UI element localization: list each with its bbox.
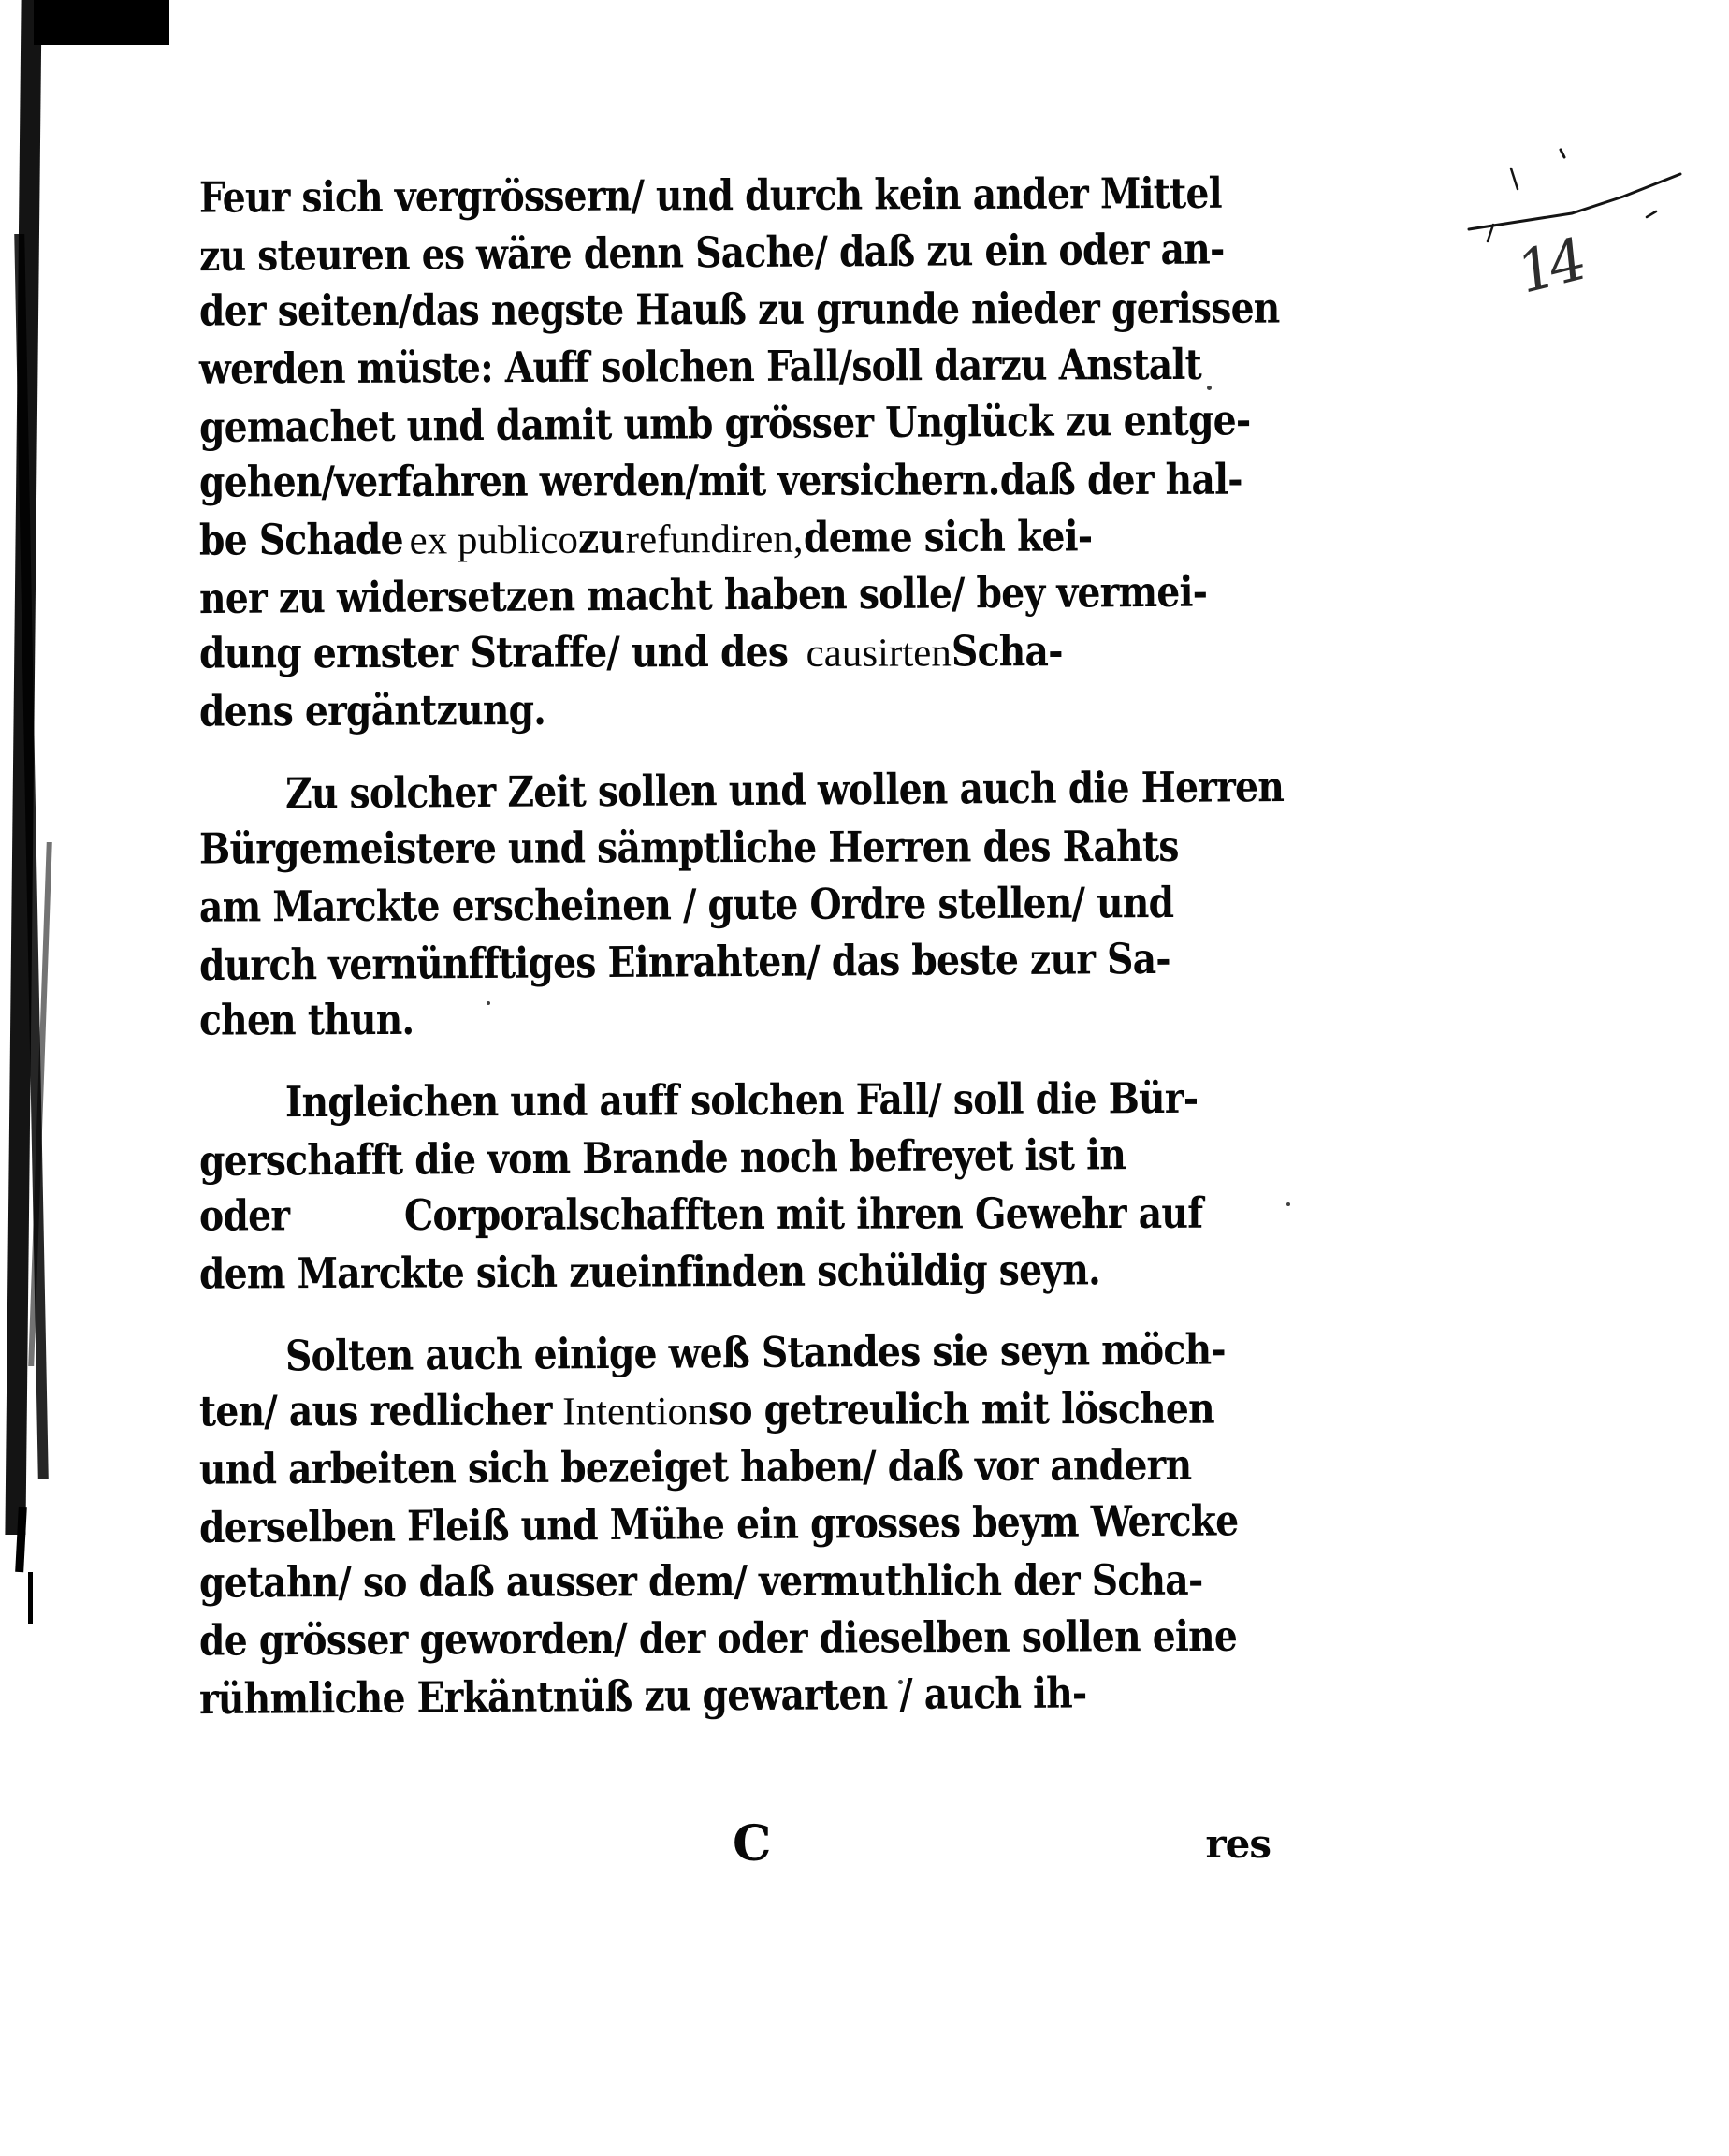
roman-text-run: refundiren, (625, 517, 804, 562)
fraktur-text-run: am Marckte erscheinen / gute Ordre stellen/ und (198, 878, 1174, 932)
text-line (199, 1187, 1299, 1247)
fraktur-text-run: Solten auch einige weß Standes sie seyn möch‐ (284, 1324, 1226, 1381)
roman-text-run: causirten (806, 631, 952, 676)
text-line (199, 283, 1299, 342)
roman-text-run: Intention (562, 1390, 708, 1435)
text-line (199, 762, 1299, 826)
fraktur-text-run: gehen/verfahren werden/mit versichern.daß der hal‐ (198, 454, 1242, 507)
text-line (199, 1129, 1299, 1193)
text-line (199, 224, 1299, 288)
handwritten-annotation (1460, 131, 1703, 365)
fraktur-text-run: Ingleichen und auff solchen Fall/ soll die Bür‐ (284, 1072, 1199, 1128)
signature-mark: C (733, 1815, 772, 1872)
text-line (199, 1324, 1299, 1389)
fraktur-text-run: Corporalschafften mit ihren Gewehr auf (404, 1187, 1203, 1240)
text-line (199, 1244, 1299, 1305)
text-line (199, 168, 1299, 229)
fraktur-text-run: dung ernster Straffe/ und des (198, 626, 789, 678)
text-line (199, 454, 1299, 514)
text-line (199, 1667, 1299, 1731)
text-line (199, 1554, 1299, 1614)
fraktur-text-run: dens ergäntzung. (198, 684, 546, 736)
fraktur-text-run: ner zu widersetzen macht haben solle/ bey vermei‐ (198, 566, 1208, 624)
paragraph (198, 762, 1299, 1051)
text-line (199, 877, 1299, 939)
fraktur-text-run: Bürgemeistere und sämptliche Herren des Rahts (198, 821, 1179, 874)
fraktur-text-run: deme sich kei‐ (803, 511, 1093, 562)
text-line (199, 1495, 1299, 1560)
text-line (199, 395, 1299, 459)
page-footer-row (199, 1815, 1299, 1881)
fraktur-text-run: zu (577, 513, 625, 563)
paragraph (199, 170, 1299, 741)
printed-text-block (199, 170, 1299, 1727)
fraktur-text-run: der seiten/das negste Hauß zu grunde nieder gerissen (198, 283, 1280, 336)
fraktur-text-run: getahn/ so daß ausser dem/ vermuthlich der Scha‐ (198, 1554, 1203, 1608)
text-line (199, 566, 1299, 631)
scan-artifact-nub (28, 1572, 33, 1624)
fraktur-text-run: gerschafft die vom Brande noch befreyet ist in (198, 1129, 1126, 1187)
fraktur-text-run: ten/ aus redlicher (198, 1385, 552, 1436)
fraktur-text-run: Zu solcher Zeit sollen und wollen auch die Herren (284, 762, 1285, 819)
fraktur-text-run: gemachet und damit umb grösser Unglück zu entge‐ (198, 395, 1251, 453)
text-line (199, 1439, 1299, 1501)
fraktur-text-run: rühmliche Erkäntnüß zu gewarten / auch ih‐ (198, 1668, 1087, 1725)
fraktur-text-run: be Schade (198, 514, 403, 565)
roman-text-run: ex publico (409, 517, 579, 563)
text-line (199, 625, 1299, 685)
text-line (199, 510, 1299, 572)
text-line (199, 1072, 1299, 1134)
fraktur-text-run: werden müste: Auff solchen Fall/soll darzu Anstalt (198, 339, 1202, 394)
text-line (199, 1383, 1299, 1443)
fraktur-text-run: chen thun. (198, 994, 414, 1045)
scan-artifact-top-corner (34, 0, 169, 45)
text-line (199, 681, 1299, 743)
fraktur-text-run: Scha‐ (951, 626, 1063, 677)
text-line (199, 992, 1299, 1052)
paragraph (198, 1324, 1299, 1727)
text-line (199, 821, 1299, 881)
text-line (199, 339, 1299, 401)
fraktur-text-run: zu steuren es wäre denn Sache/ daß zu ein oder an‐ (198, 224, 1225, 282)
fraktur-text-run: de grösser geworden/ der oder dieselben sollen eine (198, 1610, 1238, 1666)
fraktur-text-run: so getreulich mit löschen (707, 1383, 1214, 1435)
text-line (199, 933, 1299, 998)
fraktur-text-run: dem Marckte sich zueinfinden schüldig seyn. (198, 1245, 1101, 1299)
paragraph (198, 1072, 1299, 1304)
fraktur-text-run: oder (198, 1190, 290, 1241)
fraktur-text-run: durch vernünfftiges Einrahten/ das beste zur Sa‐ (198, 933, 1171, 991)
annotation-number: 14 (1515, 224, 1583, 309)
fraktur-text-run: Feur sich vergrössern/ und durch kein ander Mittel (198, 168, 1222, 223)
fraktur-text-run: derselben Fleiß und Mühe ein grosses beym Wercke (198, 1495, 1239, 1553)
fraktur-text-run: und arbeiten sich bezeiget haben/ daß vor andern (198, 1439, 1192, 1494)
text-line (199, 1610, 1299, 1672)
catchword: res (1205, 1821, 1271, 1867)
